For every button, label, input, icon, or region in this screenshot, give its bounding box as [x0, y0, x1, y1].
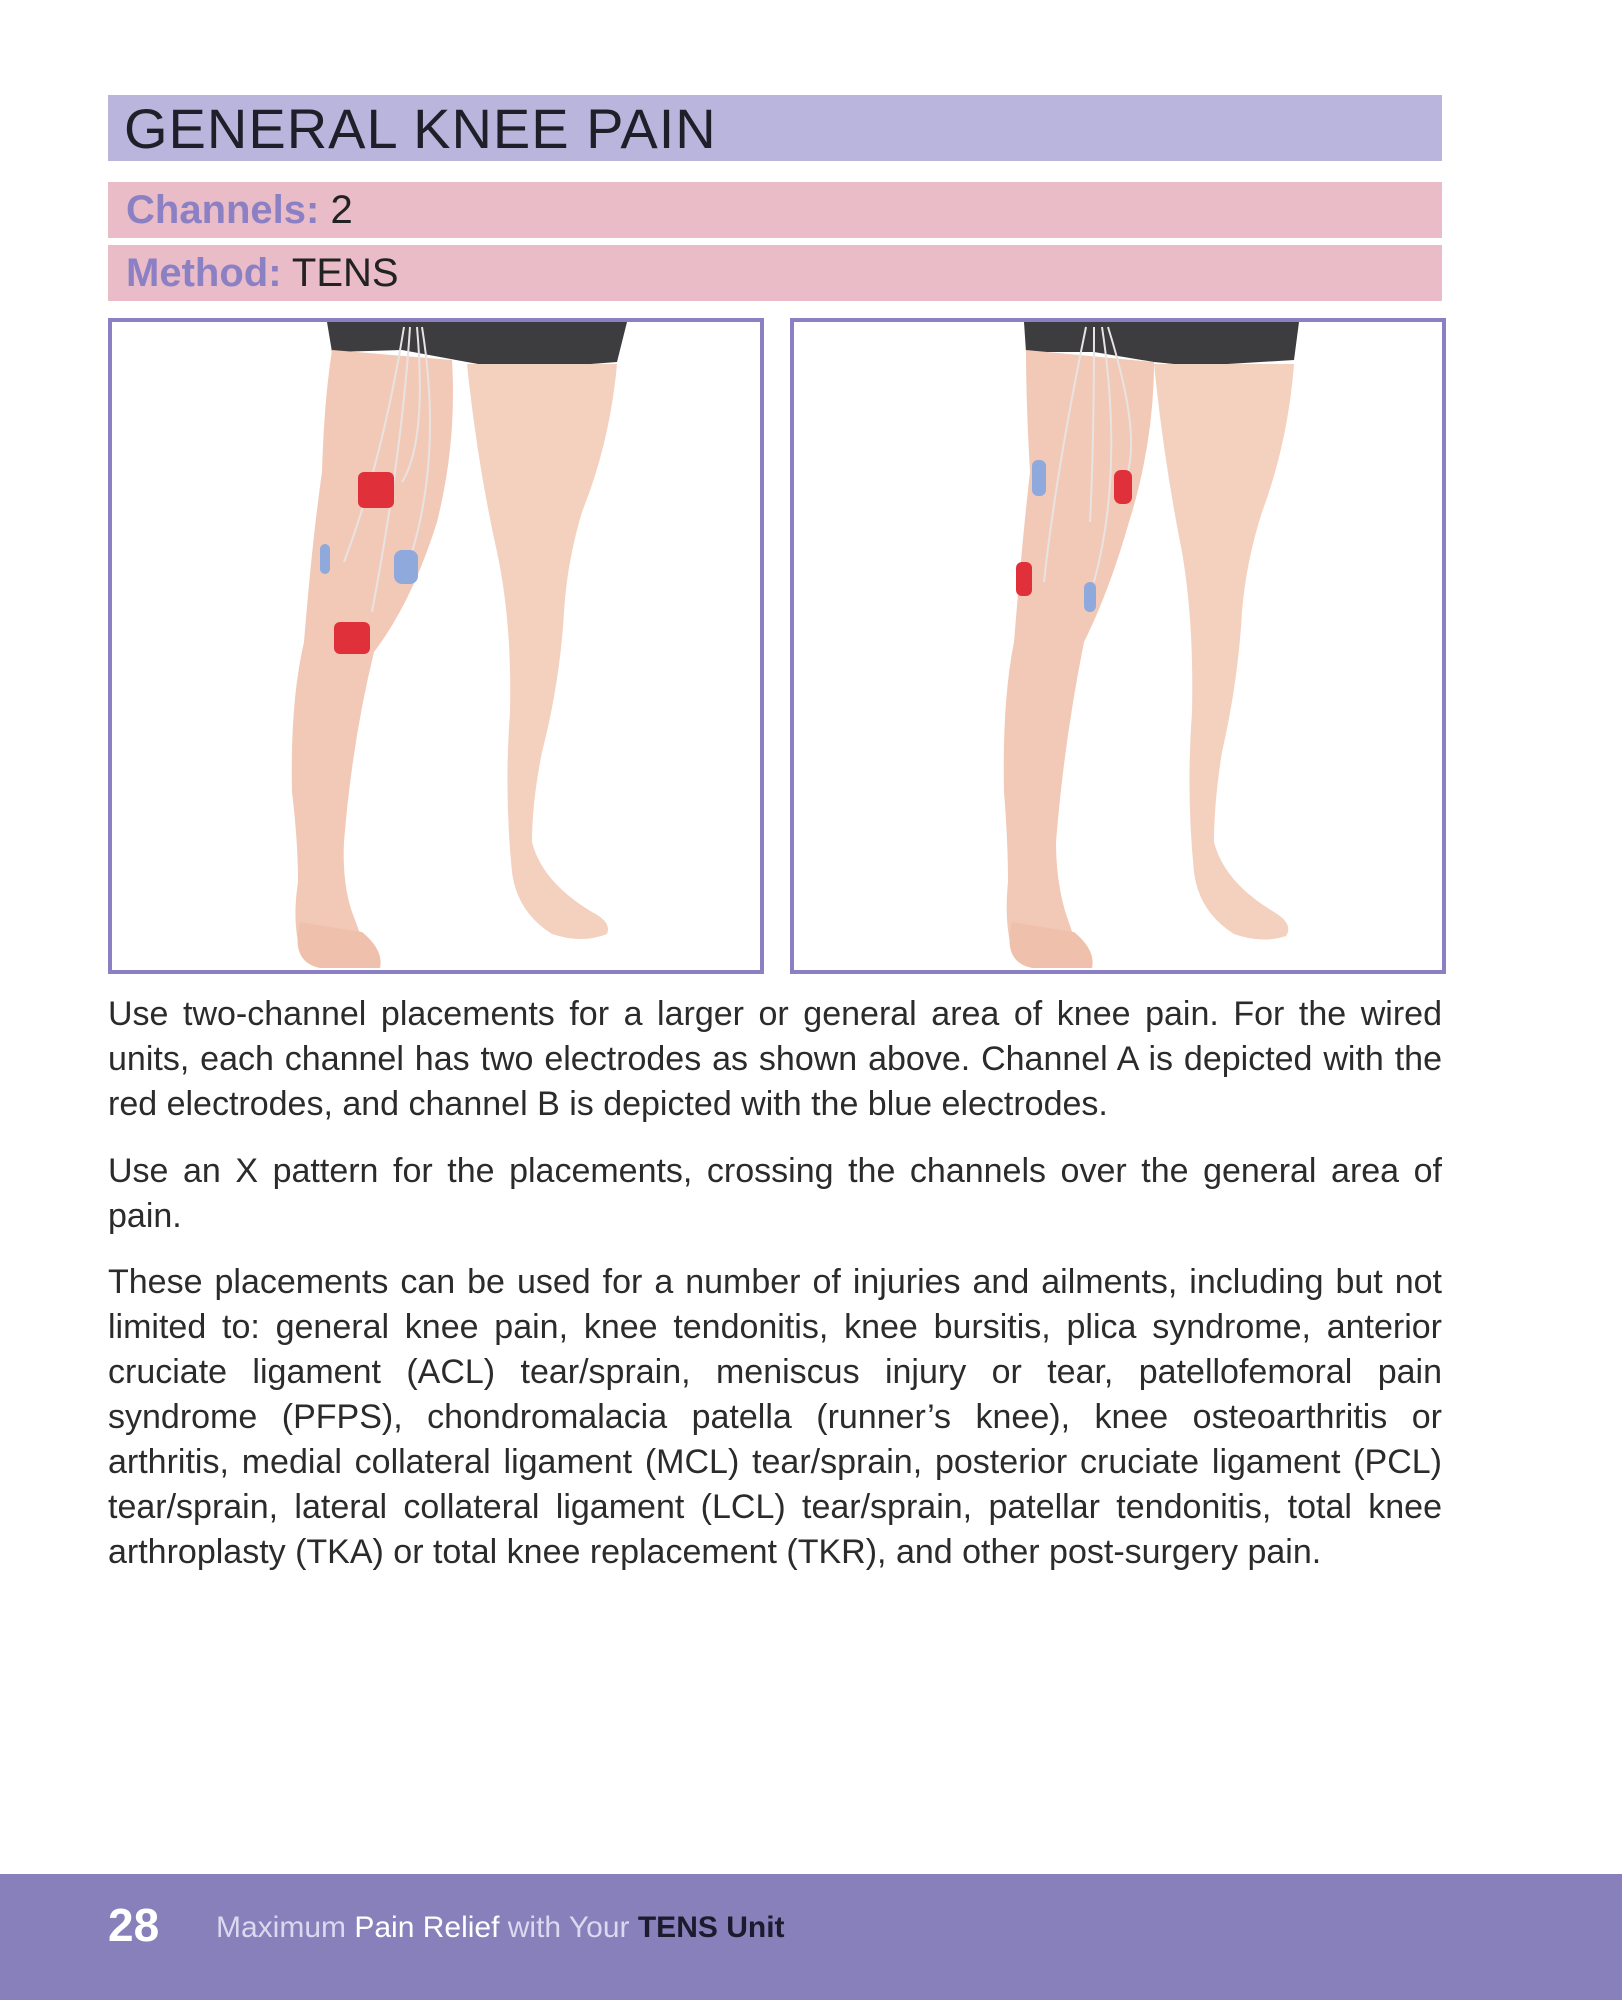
method-value: TENS [291, 251, 399, 295]
electrode-red-lower [1016, 562, 1032, 596]
electrode-red-lower [334, 622, 370, 654]
page-footer [0, 1874, 1622, 2000]
electrode-red-upper [1114, 470, 1132, 504]
side-view-knee-photo [790, 318, 1446, 974]
channels-label: Channels: [126, 188, 320, 232]
paragraph-conditions-list: These placements can be used for a number of injuries and ailments, including but not limited to: general knee pain, knee tendonitis, knee bursitis, plica syndrome, anterior cruciate ligament (ACL) tear/sprain, meniscus injury or tear, patellofemoral pain syndrome (PFPS), chondromalacia patella (runner’s knee), knee osteoarthritis or arthritis, medial collateral ligament (MCL) tear/sprain, posterior cruciate ligament (PCL) tear/sprain, lateral collateral ligament (LCL) tear/sprain, patellar tendonitis, total knee arthroplasty (TKA) or total knee replacement (TKR), and other post-surgery pain. [108, 1263, 1442, 1571]
legs-illustration-front [112, 322, 760, 970]
paragraph-channels-description: Use two-channel placements for a larger or general area of knee pain. For the wired units, each channel has two electrodes as shown above. Channel A is depicted with the red electrodes, and channel B is depicted with the blue electrodes. [108, 995, 1442, 1123]
page-number: 28 [108, 1899, 160, 1951]
electrode-blue-lower [1084, 582, 1096, 612]
legs-illustration-side [794, 322, 1442, 970]
channels-bar [108, 182, 1442, 238]
page-title: GENERAL KNEE PAIN [124, 97, 717, 160]
book-title: Maximum Pain Relief with Your TENS Unit [216, 1911, 785, 1944]
method-label: Method: [126, 251, 282, 295]
front-view-knee-photo [108, 318, 764, 974]
section-title-bar [108, 95, 1442, 161]
electrode-red-upper [358, 472, 394, 508]
electrode-blue-lateral [394, 550, 418, 584]
paragraph-x-pattern: Use an X pattern for the placements, crossing the channels over the general area of pain. [108, 1152, 1442, 1235]
electrode-blue-upper [1032, 460, 1046, 496]
method-bar [108, 245, 1442, 301]
channels-value: 2 [330, 188, 353, 232]
electrode-blue-medial [320, 544, 330, 574]
